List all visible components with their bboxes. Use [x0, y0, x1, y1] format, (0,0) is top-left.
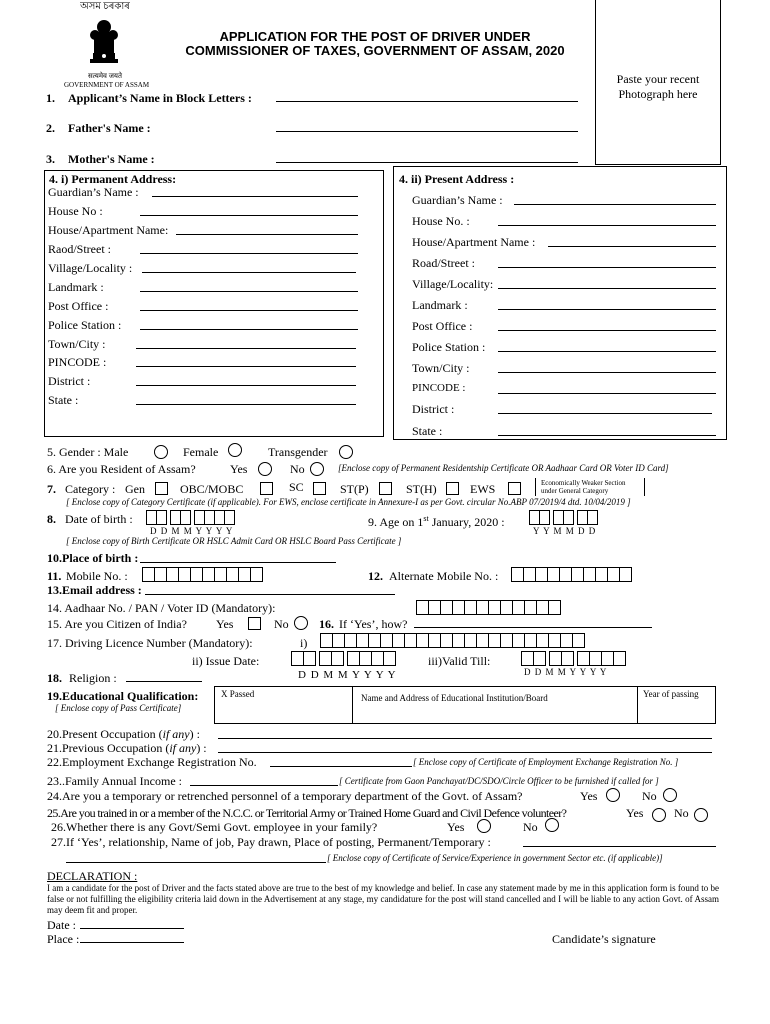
q26-no-label: No [523, 820, 538, 834]
q5-label: 5. Gender : Male [47, 445, 129, 459]
q1-label: Applicant’s Name in Block Letters : [68, 91, 252, 105]
q8-label: Date of birth : [65, 512, 133, 526]
pres-street-input[interactable] [498, 267, 716, 268]
q7-note: [ Enclose copy of Category Certificate (if applicable). For EWS, enclose certificate in Annexure-I as per Govt. circular No.ABP 07/2019/4 dtd. 10/04/2019 ] [66, 497, 631, 507]
category-stp-checkbox[interactable] [379, 482, 392, 495]
pres-state-label: State : [412, 424, 443, 438]
q26-yes-label: Yes [447, 820, 465, 834]
pres-pincode-label: PINCODE : [412, 382, 466, 394]
q6-label: 6. Are you Resident of Assam? [47, 462, 196, 476]
perm-landmark-label: Landmark : [48, 280, 104, 294]
resident-yes-radio[interactable] [258, 462, 272, 476]
mother-name-input[interactable] [276, 162, 578, 163]
perm-landmark-input[interactable] [140, 291, 358, 292]
category-stp-label: ST(P) [340, 482, 369, 496]
declaration-title: DECLARATION : [47, 869, 138, 883]
perm-street-label: Raod/Street : [48, 242, 111, 256]
citizen-no-radio[interactable] [294, 616, 308, 630]
ncc-yes-radio[interactable] [652, 808, 666, 822]
pres-town-input[interactable] [498, 372, 716, 373]
father-name-input[interactable] [276, 131, 578, 132]
q6-yes-label: Yes [230, 462, 248, 476]
q11-number: 11. [47, 569, 62, 583]
q8-note: [ Enclose copy of Birth Certificate OR HSLC Admit Card OR HSLC Board Pass Certificate ] [66, 536, 402, 546]
category-gen-checkbox[interactable] [155, 482, 168, 495]
q11-label: Mobile No. : [66, 569, 128, 583]
q20-label: 20.Present Occupation (if any) : [47, 727, 200, 741]
perm-guardian-input[interactable] [152, 196, 358, 197]
place-input[interactable] [80, 942, 184, 943]
pres-locality-input[interactable] [498, 288, 716, 289]
q17-label: 17. Driving Licence Number (Mandatory): [47, 636, 253, 650]
category-gen-label: Gen [125, 482, 145, 496]
valid-till-format: D D M M Y Y Y Y [524, 667, 608, 677]
mobile-input[interactable] [142, 567, 262, 582]
family-income-input[interactable] [190, 785, 338, 786]
form-title-line1: APPLICATION FOR THE POST OF DRIVER UNDER [219, 29, 531, 44]
pres-pincode-input[interactable] [498, 393, 716, 394]
date-label: Date : [47, 918, 76, 932]
q18-label: Religion : [69, 671, 117, 685]
relationship-details-input[interactable] [523, 846, 716, 847]
relationship-details-input-line2[interactable] [66, 862, 326, 863]
form-title-line2: COMMISSIONER OF TAXES, GOVERNMENT OF ASSAM, 2020 [185, 43, 565, 58]
pres-post-office-input[interactable] [498, 330, 716, 331]
q8-number: 8. [47, 512, 56, 526]
temp-personnel-no-radio[interactable] [663, 788, 677, 802]
q14-label: 14. Aadhaar No. / PAN / Voter ID (Mandatory): [47, 601, 276, 615]
q22-label: 22.Employment Exchange Registration No. [47, 755, 257, 769]
perm-pincode-input[interactable] [136, 366, 356, 367]
education-col-year: Year of passing [643, 689, 699, 699]
q24-no-label: No [642, 789, 657, 803]
q16-label: If ‘Yes’, how? [339, 617, 408, 631]
perm-state-label: State : [48, 393, 79, 407]
q6-note: [Enclose copy of Permanent Residentship Certificate OR Aadhaar Card OR Voter ID Card] [338, 463, 669, 473]
q25-yes-label: Yes [626, 806, 644, 820]
q2-label: Father's Name : [68, 121, 151, 135]
email-input[interactable] [145, 594, 395, 595]
perm-post-office-input[interactable] [140, 310, 358, 311]
q12-number: 12. [368, 569, 383, 583]
ncc-no-radio[interactable] [694, 808, 708, 822]
q15-yes-label: Yes [216, 617, 234, 631]
present-address-title: 4. ii) Present Address : [399, 172, 515, 186]
q9-label: 9. Age on 1st January, 2020 : [368, 514, 505, 529]
q27-label: 27.If ‘Yes’, relationship, Name of job, Pay drawn, Place of posting, Permanent/Temporary : [51, 835, 491, 849]
pres-district-label: District : [412, 402, 455, 416]
licence-issue-date-input[interactable] [291, 651, 395, 666]
q26-label: 26.Whether there is any Govt/Semi Govt. employee in your family? [51, 820, 378, 834]
education-table [214, 686, 716, 724]
q21-label: 21.Previous Occupation (if any) : [47, 741, 207, 755]
pres-guardian-label: Guardian’s Name : [412, 193, 503, 207]
q17-i-label: i) [300, 636, 308, 650]
pres-landmark-input[interactable] [498, 309, 716, 310]
age-input[interactable] [529, 510, 597, 525]
perm-town-input[interactable] [136, 348, 356, 349]
perm-post-office-label: Post Office : [48, 299, 109, 313]
perm-house-no-input[interactable] [140, 215, 358, 216]
emblem [62, 1, 148, 89]
pres-house-no-label: House No. : [412, 214, 470, 228]
pres-state-input[interactable] [498, 435, 716, 436]
perm-house-no-label: House No : [48, 204, 103, 218]
permanent-address-title: 4. i) Permanent Address: [49, 172, 177, 186]
perm-street-input[interactable] [140, 253, 358, 254]
q23-note: [ Certificate from Gaon Panchayat/DC/SDO/Circle Officer to be furnished if called for ] [339, 776, 659, 786]
q18-number: 18. [47, 671, 62, 685]
pres-locality-label: Village/Locality: [412, 277, 494, 291]
category-ews-checkbox[interactable] [508, 482, 521, 495]
govt-employee-no-radio[interactable] [545, 818, 559, 832]
q13-label: 13.Email address : [47, 583, 142, 597]
category-sc-label: SC [289, 480, 304, 494]
place-of-birth-input[interactable] [140, 562, 336, 563]
q10-label: 10.Place of birth : [47, 551, 139, 565]
perm-pincode-label: PINCODE : [48, 355, 107, 369]
driving-licence-input[interactable] [320, 633, 584, 648]
pres-street-label: Road/Street : [412, 256, 475, 270]
religion-input[interactable] [126, 681, 202, 682]
q22-note: [ Enclose copy of Certificate of Employment Exchange Registration No. ] [413, 757, 679, 767]
place-label: Place : [47, 932, 80, 946]
govt-employee-yes-radio[interactable] [477, 819, 491, 833]
perm-locality-label: Village/Locality : [48, 261, 133, 275]
category-obc-label: OBC/MOBC [180, 482, 244, 496]
alternate-mobile-input[interactable] [511, 567, 631, 582]
perm-police-station-input[interactable] [140, 329, 358, 330]
category-sth-label: ST(H) [406, 482, 437, 496]
q12-label: Alternate Mobile No. : [389, 569, 499, 583]
q27-note: [ Enclose copy of Certificate of Service/Experience in government Sector etc. (if applicable)] [327, 853, 663, 863]
q25-label: 25.Are you trained in or a member of the N.C.C. or Territorial Army or Trained Home Guard and Civil Defence volunteer? [47, 806, 567, 820]
q24-yes-label: Yes [580, 789, 598, 803]
employment-exchange-input[interactable] [270, 766, 412, 767]
licence-valid-till-input[interactable] [521, 651, 625, 666]
perm-locality-input[interactable] [142, 272, 356, 273]
perm-state-input[interactable] [136, 404, 356, 405]
perm-apartment-input[interactable] [176, 234, 358, 235]
ews-note-bracket [535, 478, 645, 496]
q17-valid-till-label: iii)Valid Till: [428, 654, 491, 668]
gender-male-radio[interactable] [154, 445, 168, 459]
gender-female-radio[interactable] [228, 443, 242, 457]
education-col-institution: Name and Address of Educational Institution/Board [361, 693, 548, 703]
perm-district-input[interactable] [136, 385, 356, 386]
emblem-top-text: অসম চৰকাৰ [80, 1, 130, 12]
pres-police-station-label: Police Station : [412, 340, 486, 354]
q2-number: 2. [46, 121, 55, 135]
dob-input[interactable] [146, 510, 234, 525]
q17-issue-date-label: ii) Issue Date: [192, 654, 260, 668]
ews-note-line1: Economically Weaker Section [541, 479, 626, 487]
q15-label: 15. Are you Citizen of India? [47, 617, 187, 631]
aadhaar-input[interactable] [416, 600, 560, 615]
q16-number: 16. [319, 617, 334, 631]
pres-district-input[interactable] [498, 413, 712, 414]
temp-personnel-yes-radio[interactable] [606, 788, 620, 802]
q7-label: Category : [65, 482, 116, 496]
issue-date-format: D D M M Y Y Y Y [298, 669, 397, 681]
q25-no-label: No [674, 806, 689, 820]
age-format: Y Y M M D D [533, 526, 597, 536]
photo-box[interactable] [595, 0, 721, 165]
category-sc-checkbox[interactable] [313, 482, 326, 495]
q19-note: [ Enclose copy of Pass Certificate] [55, 703, 182, 713]
q1-number: 1. [46, 91, 55, 105]
emblem-bottom-text: GOVERNMENT OF ASSAM [64, 81, 150, 89]
q19-label: 19.Educational Qualification: [47, 689, 199, 703]
dob-format: D D M M Y Y Y Y [150, 526, 234, 536]
category-obc-checkbox[interactable] [260, 482, 273, 495]
q3-label: Mother's Name : [68, 152, 155, 166]
perm-police-station-label: Police Station : [48, 318, 122, 332]
emblem-motto: सत्यमेव जयते [88, 72, 122, 80]
photo-instruction-line1: Paste your recent [616, 72, 700, 86]
ashoka-emblem-icon [84, 13, 124, 71]
category-sth-checkbox[interactable] [446, 482, 459, 495]
perm-apartment-label: House/Apartment Name: [48, 223, 169, 237]
resident-no-radio[interactable] [310, 462, 324, 476]
perm-town-label: Town/City : [48, 337, 106, 351]
pres-town-label: Town/City : [412, 361, 470, 375]
pres-post-office-label: Post Office : [412, 319, 473, 333]
candidate-signature-label: Candidate’s signature [552, 932, 656, 946]
ews-note-line2: under General Category [541, 487, 609, 495]
q7-number: 7. [47, 482, 56, 496]
applicant-name-input[interactable] [276, 101, 578, 102]
q6-no-label: No [290, 462, 305, 476]
gender-female-label: Female [183, 445, 219, 459]
pres-guardian-input[interactable] [514, 204, 716, 205]
q3-number: 3. [46, 152, 55, 166]
declaration-text: I am a candidate for the post of Driver and the facts stated above are true to the best of my knowledge and belief. In case any statement made by me in this application form is found to be false or not fulfilling the eligibility criteria laid down in the Advertisement at any stage, my candidature for the post will stand cancelled and I will be liable to any action Govt. of Assam may deem fit and proper. [47, 883, 719, 915]
pres-house-no-input[interactable] [498, 225, 716, 226]
gender-transgender-radio[interactable] [339, 445, 353, 459]
pres-apartment-input[interactable] [548, 246, 716, 247]
previous-occupation-input[interactable] [218, 752, 712, 753]
q24-label: 24.Are you a temporary or retrenched personnel of a temporary department of the Govt. of Assam? [47, 789, 523, 803]
q15-no-label: No [274, 617, 289, 631]
pres-landmark-label: Landmark : [412, 298, 468, 312]
pres-apartment-label: House/Apartment Name : [412, 235, 536, 249]
pres-police-station-input[interactable] [498, 351, 716, 352]
citizenship-how-input[interactable] [414, 627, 652, 628]
perm-district-label: District : [48, 374, 91, 388]
education-col-x-passed: X Passed [221, 689, 255, 699]
category-ews-label: EWS [470, 482, 496, 496]
gender-transgender-label: Transgender [268, 445, 328, 459]
citizen-yes-checkbox[interactable] [248, 617, 261, 630]
photo-instruction-line2: Photograph here [618, 87, 698, 101]
date-input[interactable] [80, 928, 184, 929]
present-occupation-input[interactable] [218, 738, 712, 739]
perm-guardian-label: Guardian’s Name : [48, 185, 139, 199]
q23-label: 23..Family Annual Income : [47, 774, 182, 788]
